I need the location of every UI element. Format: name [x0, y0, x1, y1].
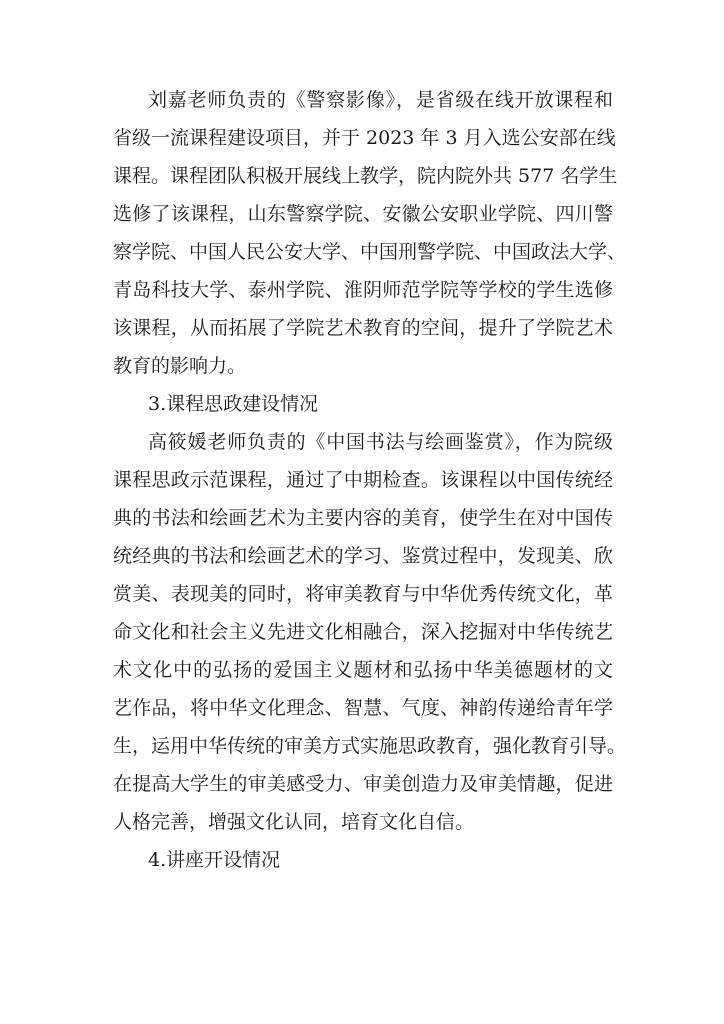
section-heading-3: 3.课程思政建设情况: [148, 393, 319, 415]
paragraph-1-line: 教育的影响力。: [113, 355, 247, 377]
paragraph-2-line: 命文化和社会主义先进文化相融合，深入挖掘对中华传统艺: [113, 621, 613, 643]
paragraph-2-line: 典的书法和绘画艺术为主要内容的美育，使学生在对中国传: [113, 507, 613, 529]
paragraph-1-line: 青岛科技大学、泰州学院、淮阴师范学院等学校的学生选修: [113, 279, 613, 301]
section-heading-4: 4.讲座开设情况: [148, 849, 281, 871]
paragraph-1-line: 选修了该课程，山东警察学院、安徽公安职业学院、四川警: [113, 203, 613, 225]
paragraph-2-line: 艺作品，将中华文化理念、智慧、气度、神韵传递给青年学: [113, 697, 613, 719]
paragraph-2-line: 赏美、表现美的同时，将审美教育与中华优秀传统文化，革: [113, 583, 613, 605]
paragraph-2-line: 在提高大学生的审美感受力、审美创造力及审美情趣，促进: [113, 773, 613, 795]
paragraph-1-line: 察学院、中国人民公安大学、中国刑警学院、中国政法大学、: [113, 241, 627, 263]
paragraph-1-line: 省级一流课程建设项目，并于 2023 年 3 月入选公安部在线: [113, 127, 616, 149]
paragraph-2-line: 课程思政示范课程，通过了中期检查。该课程以中国传统经: [113, 469, 613, 491]
paragraph-2-line: 生，运用中华传统的审美方式实施思政教育，强化教育引导。: [113, 735, 627, 757]
paragraph-2-line: 高筱媛老师负责的《中国书法与绘画鉴赏》，作为院级: [148, 431, 613, 453]
paragraph-1-line: 该课程，从而拓展了学院艺术教育的空间，提升了学院艺术: [113, 317, 613, 339]
paragraph-1-line: 刘嘉老师负责的《警察影像》，是省级在线开放课程和: [148, 89, 613, 111]
paragraph-2-line: 统经典的书法和绘画艺术的学习、鉴赏过程中，发现美、欣: [113, 545, 613, 567]
paragraph-1-line: 课程。课程团队积极开展线上教学，院内院外共 577 名学生: [113, 165, 618, 187]
paragraph-2-line: 人格完善，增强文化认同，培育文化自信。: [113, 811, 475, 833]
paragraph-2-line: 术文化中的弘扬的爱国主义题材和弘扬中华美德题材的文: [113, 659, 613, 681]
